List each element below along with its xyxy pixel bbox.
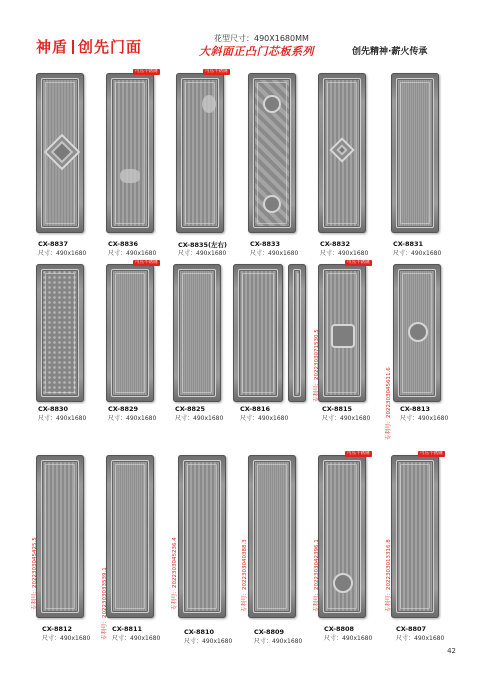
product-size: 尺寸：490x1680 — [393, 250, 442, 257]
patent-number: 专利号：2022303042396.1 — [314, 539, 320, 612]
product-size: 尺寸：490x1680 — [324, 635, 373, 642]
product-code: CX-8807 — [396, 625, 427, 633]
floral-carving — [120, 169, 140, 183]
door-panel-cx-8811[interactable] — [106, 455, 154, 618]
product-code: CX-8811 — [112, 625, 143, 633]
door-panel-cx-8825[interactable] — [173, 264, 221, 402]
product-code: CX-8831 — [393, 240, 424, 248]
door-panel-cx-8832[interactable] — [318, 73, 366, 233]
product-code: CX-8815 — [322, 405, 353, 413]
door-panel-cx-8815[interactable] — [318, 264, 366, 402]
door-panel-cx-8816-side[interactable] — [288, 264, 306, 402]
product-size: 尺寸：490x1680 — [175, 415, 224, 422]
product-size: 尺寸：490x1680 — [112, 635, 161, 642]
stainless-tag: 可压不锈钢 — [420, 451, 443, 456]
product-size: 尺寸：490x1680 — [38, 415, 87, 422]
product-size: 尺寸：490x1680 — [240, 415, 289, 422]
product-code: CX-8837 — [38, 240, 69, 248]
stainless-tag: 可压不锈钢 — [135, 260, 158, 265]
product-code: CX-8812 — [42, 625, 73, 633]
door-panel-cx-8829[interactable] — [106, 264, 154, 402]
product-size: 尺寸：490x1680 — [400, 415, 449, 422]
stainless-tag: 可压不锈钢 — [205, 69, 228, 74]
product-size: 尺寸：490x1680 — [396, 635, 445, 642]
series-title: 大斜面正凸门芯板系列 — [199, 45, 314, 58]
product-size: 尺寸：490x1680 — [178, 250, 227, 257]
slogan: 创先精神·薪火传承 — [352, 47, 428, 57]
octagon-motif — [331, 324, 355, 348]
door-panel-cx-8833[interactable] — [248, 73, 296, 233]
product-size: 尺寸：490x1680 — [322, 415, 371, 422]
door-panel-cx-8836[interactable] — [106, 73, 154, 233]
rosette-motif — [263, 95, 281, 113]
page-number: 42 — [447, 647, 456, 655]
product-size: 尺寸：490x1680 — [108, 415, 157, 422]
product-size: 尺寸：490x1680 — [254, 638, 303, 645]
door-panel-cx-8816[interactable] — [233, 264, 283, 402]
brand-name-secondary: 创先门面 — [78, 38, 143, 56]
product-code: CX-8836 — [108, 240, 139, 248]
stainless-tag: 可压不锈钢 — [135, 69, 158, 74]
door-panel-cx-8808[interactable] — [318, 455, 366, 618]
stainless-tag: 可压不锈钢 — [347, 260, 370, 265]
product-code: CX-8813 — [400, 405, 431, 413]
patent-number: 专利号：2022303040388.3 — [242, 539, 248, 612]
door-panel-cx-8835[interactable] — [176, 73, 224, 233]
patent-number: 专利号：2022303045611.6 — [386, 367, 392, 440]
product-code: CX-8808 — [324, 625, 355, 633]
brand-logo — [36, 36, 142, 57]
brand-name-primary: 神盾 — [36, 38, 69, 56]
product-size: 尺寸：490x1680 — [42, 635, 91, 642]
diamond-motif — [329, 137, 354, 162]
product-size: 尺寸：490x1680 — [184, 638, 233, 645]
door-panel-cx-8830[interactable] — [36, 264, 84, 402]
stainless-tag: 可压不锈钢 — [347, 451, 370, 456]
patent-number: 专利号：2022303045236.4 — [172, 537, 178, 610]
patent-number: 专利号：2022303045425.5 — [32, 537, 38, 610]
product-code: CX-8833 — [250, 240, 281, 248]
scroll-carving — [202, 95, 216, 113]
product-size: 尺寸：490x1680 — [320, 250, 369, 257]
rosette-motif — [333, 573, 353, 593]
brand-divider — [72, 40, 74, 54]
product-size: 尺寸：490x1680 — [250, 250, 299, 257]
patent-number: 专利号：2022303013316.8 — [386, 539, 392, 612]
door-panel-cx-8810[interactable] — [178, 455, 226, 618]
patent-number: 专利号：2022303071530.5 — [314, 329, 320, 402]
product-code: CX-8832 — [320, 240, 351, 248]
door-panel-cx-8812[interactable] — [36, 455, 84, 618]
product-code: CX-8830 — [38, 405, 69, 413]
product-size: 尺寸：490x1680 — [38, 250, 87, 257]
rosette-motif — [263, 195, 281, 213]
patent-number: 专利号：2022303033539.1 — [102, 567, 108, 640]
door-panel-cx-8807[interactable] — [391, 455, 439, 618]
door-panel-cx-8837[interactable] — [36, 73, 84, 233]
ornament-motif — [408, 322, 428, 342]
product-code: CX-8829 — [108, 405, 139, 413]
product-code: CX-8809 — [254, 628, 285, 636]
door-panel-cx-8813[interactable] — [393, 264, 441, 402]
product-code: CX-8835(左右) — [178, 241, 227, 249]
product-code: CX-8825 — [175, 405, 206, 413]
product-code: CX-8816 — [240, 405, 271, 413]
product-size: 尺寸：490x1680 — [108, 250, 157, 257]
product-code: CX-8810 — [184, 628, 215, 636]
diamond-motif — [44, 134, 81, 171]
pattern-size-spec: 花型尺寸：490X1680MM — [214, 34, 309, 43]
door-panel-cx-8809[interactable] — [248, 455, 296, 618]
door-panel-cx-8831[interactable] — [391, 73, 439, 233]
